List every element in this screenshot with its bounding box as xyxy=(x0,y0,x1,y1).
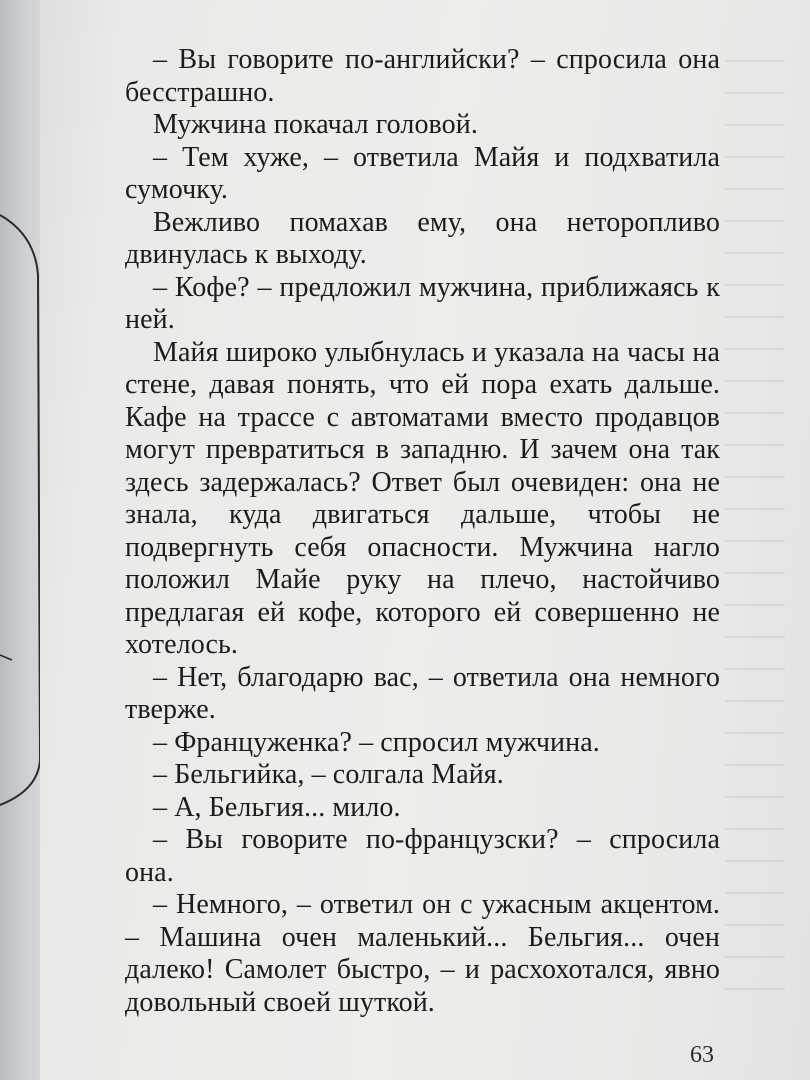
paragraph: Вежливо помахав ему, она неторопливо двинулась к выходу. xyxy=(125,206,720,270)
paragraph: Майя широко улыбнулась и указала на часы на стене, давая понять, что ей пора ехать дальше. Кафе на трассе с автоматами вместо продавцов могут превратиться в западню. И зачем она так здесь задержалась? Ответ был очевиден: она не знала, куда двигаться дальше, чтобы не подвергнуть себя опасности. Мужчина нагло положил Майе руку на плечо, настойчиво предлагая ей кофе, которого ей совершенно не хотелось. xyxy=(125,336,720,660)
paragraph: Мужчина покачал головой. xyxy=(153,109,478,140)
paragraph: – А, Бельгия... мило. xyxy=(153,791,401,823)
paragraph: – Вы говорите по-английски? – спросила она бесстрашно. xyxy=(125,44,720,108)
page-text-block xyxy=(125,44,720,1019)
paragraph: – Бельгийка, – солгала Майя. xyxy=(153,759,504,790)
show-through-text xyxy=(725,60,785,1020)
paragraph: – Тем хуже, – ответила Майя и подхватила сумочку. xyxy=(125,141,720,205)
paragraph: – Немного, – ответил он с ужасным акцентом. – Машина очен маленький... Бельгия... очен далеко! Самолет быстро, – и расхохотался, явно довольный своей шуткой. xyxy=(125,889,720,1018)
paragraph: – Кофе? – предложил мужчина, приближаясь к ней. xyxy=(125,271,720,335)
paragraph: – Нет, благодарю вас, – ответила она немного тверже. xyxy=(125,661,720,725)
page-number: 63 xyxy=(690,1042,714,1068)
paragraph: – Вы говорите по-французски? – спросила она. xyxy=(125,824,720,888)
paragraph: – Француженка? – спросил мужчина. xyxy=(153,726,600,758)
